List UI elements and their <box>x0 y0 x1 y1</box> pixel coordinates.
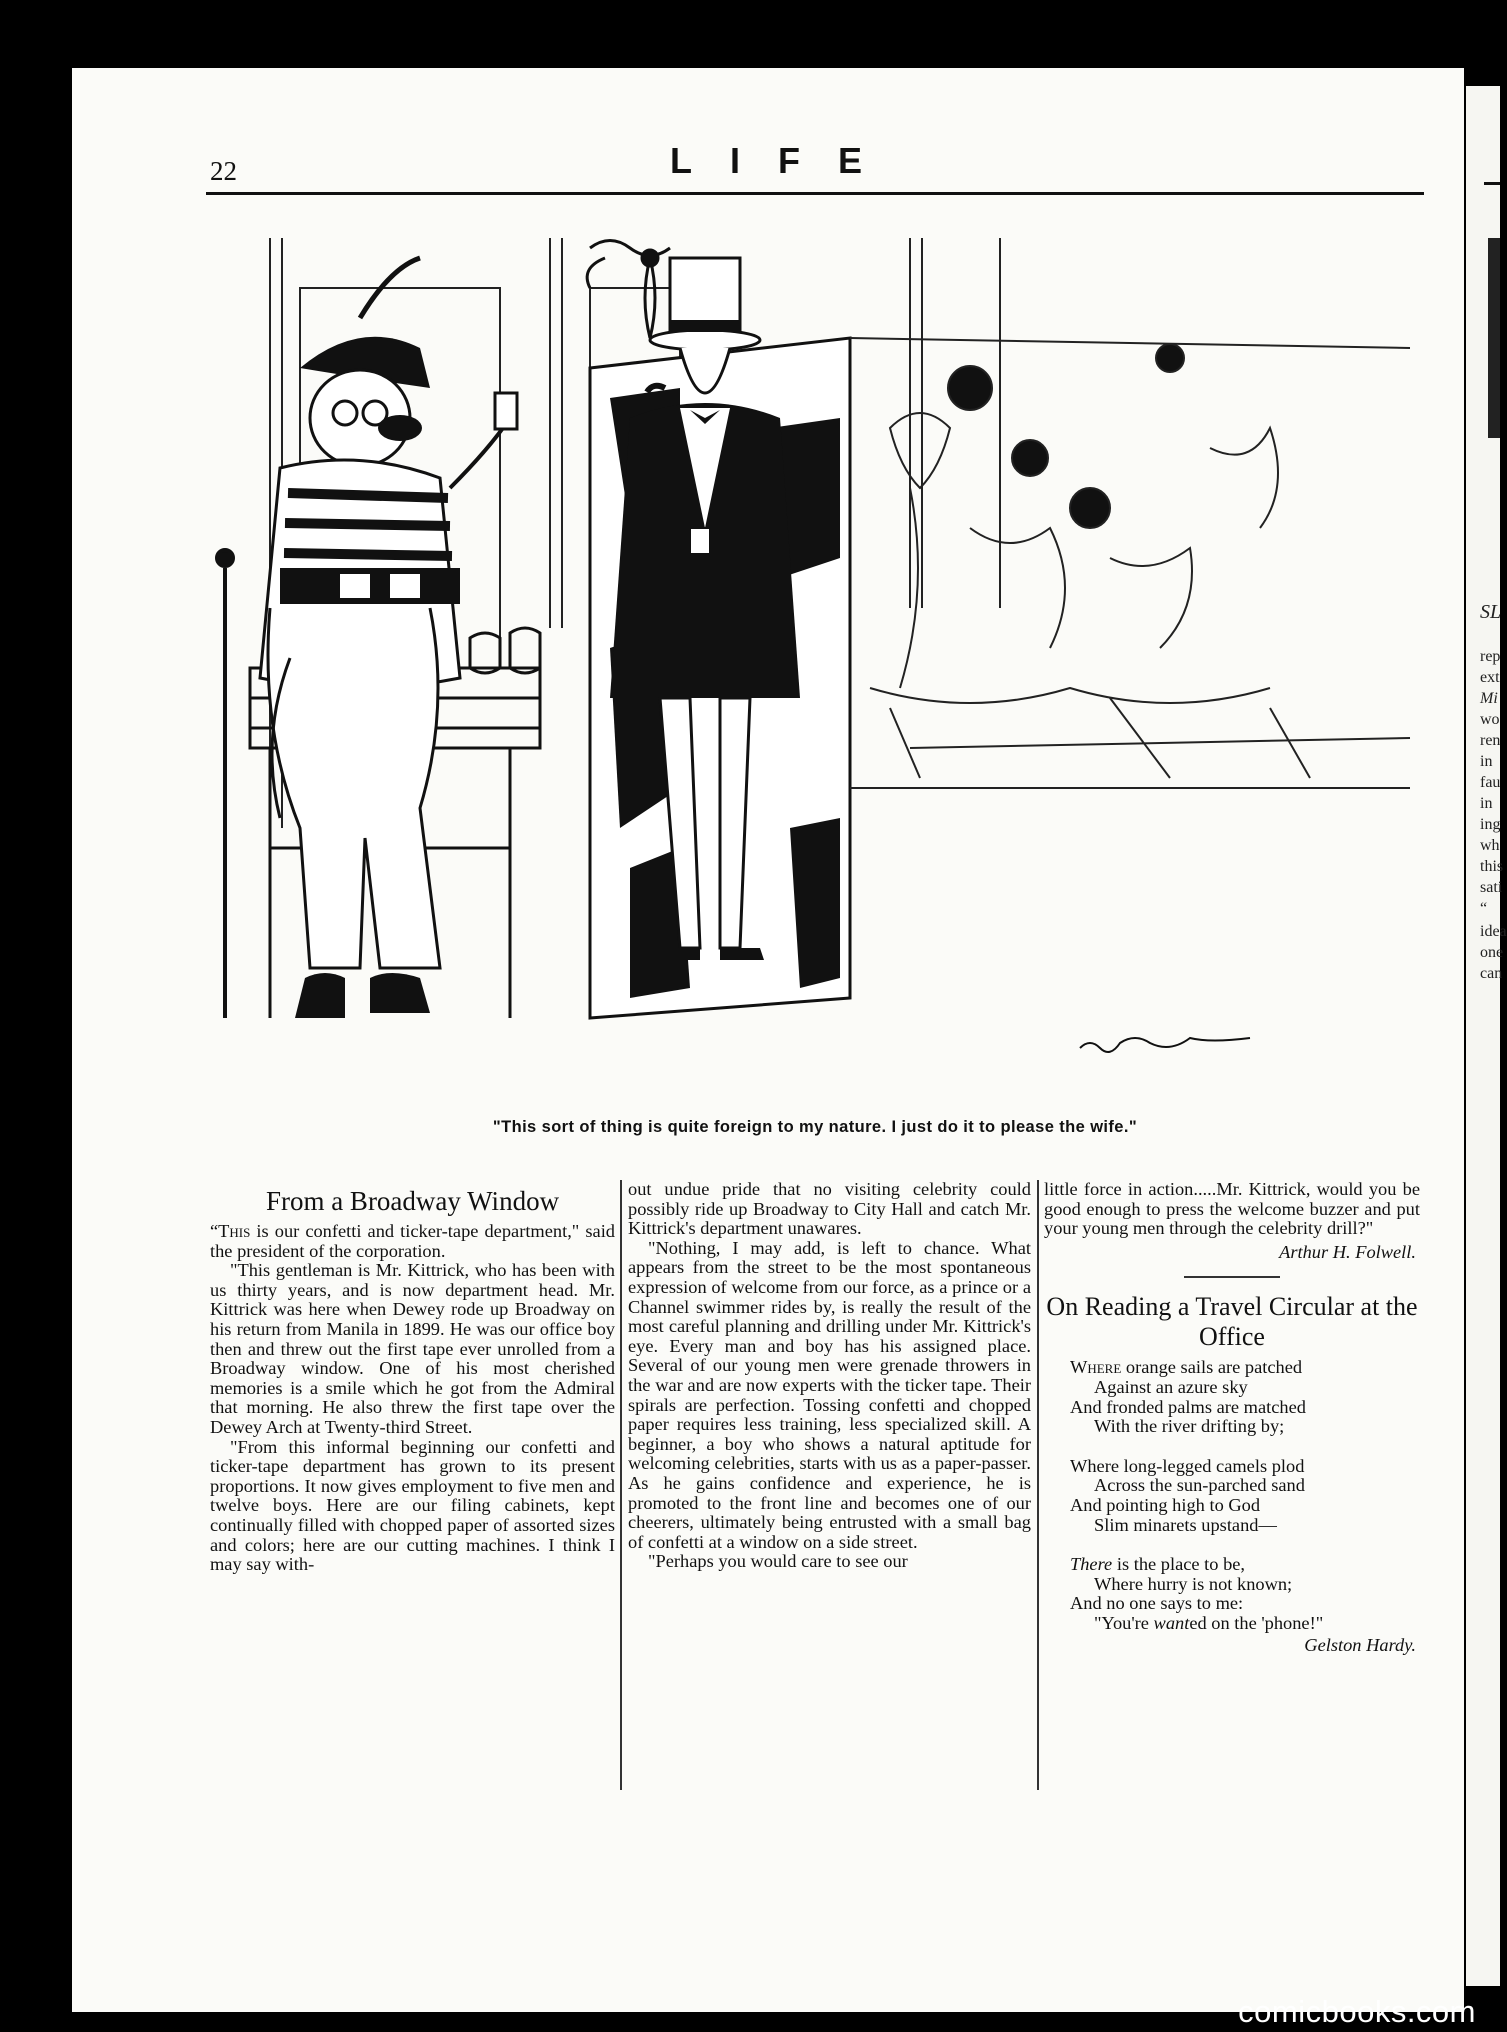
header-rule <box>206 192 1424 195</box>
strip-fragment: one <box>1480 944 1504 961</box>
strip-fragment: Mi <box>1480 690 1498 707</box>
poem-line-text: "You're <box>1094 1612 1154 1633</box>
cartoon-caption: "This sort of thing is quite foreign to my nature. I just do it to please the wife." <box>492 1118 1138 1136</box>
article-paragraph: out undue pride that no visiting celebrity could possibly ride up Broadway to City Hall and catch Mr. Kittrick's department unawares. <box>628 1179 1031 1239</box>
adjacent-page-strip <box>1466 86 1507 1986</box>
paragraph-text: is our confetti and ticker-tape department," said the president of the corporation. <box>210 1221 615 1261</box>
poem-title: On Reading a Travel Circular at the Office <box>1046 1292 1418 1352</box>
section-divider <box>1184 1276 1280 1278</box>
article-paragraph: "Nothing, I may add, is left to chance. What appears from the street to be the most spontaneous expression of welcome from our force, as a prince or a Channel swimmer rides by, is really the result of the most careful planning and drilling under Mr. Kittrick's eye. Every man and boy has his assigned place. Several of our young men were grenade throwers in the war and are now experts with the ticker tape. Their spirals are perfection. Tossing confetti and chopped paper requires less training, less specialized skill. A beginner, a boy who shows a natural aptitude for welcoming celebrities, starts with us as a paper-passer. As he gains confidence and experience, he is promoted to the front line and becomes one of our cheerers, ultimately being entrusted with a small bag of confetti at a window on a side street. <box>628 1237 1031 1552</box>
article-paragraph: "From this informal beginning our confetti and ticker-tape department has grown to its present proportions. It now gives employment to five men and twelve boys. Here are our filing cabinets, kept continually filled with chopped paper of assorted sizes and colors; here are our cutting machines. I think I may say with- <box>210 1436 615 1575</box>
strip-fragment: can <box>1480 965 1503 982</box>
strip-fragment: in <box>1480 753 1493 770</box>
strip-fragment: ren <box>1480 732 1501 749</box>
drop-word: Where <box>1070 1357 1122 1378</box>
article-column-1 <box>210 1180 615 1575</box>
strip-fragment: in <box>1480 795 1493 812</box>
strip-fragment: SL <box>1480 601 1502 623</box>
poem-line <box>1070 1358 1420 1378</box>
article-paragraph: “This is our confetti and ticker-tape department," said the president of the corporation. <box>210 1221 615 1261</box>
article-paragraph: "This gentleman is Mr. Kittrick, who has been with us thirty years, and is now department head. Mr. Kittrick was here when Dewey rode up Broadway on his return from Manila in 1899. He was our office boy then and threw out the first tape ever unrolled from a Broadway window. One of his most cherished memories is a smile which he got from the Admiral that morning. He also threw the first tape over the Dewey Arch at Twenty-third Street. <box>210 1260 615 1437</box>
article-title: From a Broadway Window <box>265 1186 560 1216</box>
poem-line <box>1070 1614 1420 1634</box>
poem-line-text: orange sails are patched <box>1121 1357 1303 1378</box>
article-column-2 <box>628 1180 1031 1572</box>
page-number: 22 <box>210 156 237 186</box>
poem-line: Across the sun-parched sand <box>1094 1475 1305 1496</box>
poem-line <box>1070 1555 1420 1575</box>
poem-author: Gelston Hardy. <box>1304 1634 1416 1655</box>
poem-body <box>1044 1358 1420 1633</box>
poem-line-text: ed on the 'phone!" <box>1189 1612 1324 1633</box>
poem-line: Where long-legged camels plod <box>1070 1455 1305 1476</box>
article-columns <box>210 1180 1420 1790</box>
poem-line: And no one says to me: <box>1070 1593 1244 1614</box>
column-divider <box>1037 1180 1039 1790</box>
article-paragraph: little force in action.....Mr. Kittrick, would you be good enough to press the welcome buzzer and put your young men through the celebrity drill?" <box>1044 1179 1420 1239</box>
strip-fragment: fau <box>1480 774 1501 791</box>
poem-line: Slim minarets upstand— <box>1094 1514 1277 1535</box>
emphasized-word: There <box>1070 1554 1113 1575</box>
poem-line: Against an azure sky <box>1094 1376 1248 1397</box>
magazine-title: LIFE <box>670 140 900 181</box>
poem-line: Where hurry is not known; <box>1094 1573 1293 1594</box>
article-paragraph: "Perhaps you would care to see our <box>648 1551 908 1572</box>
page-header <box>140 88 1430 184</box>
article-column-3 <box>1044 1180 1420 1655</box>
strip-fragment: this <box>1480 858 1504 875</box>
poem-line: And fronded palms are matched <box>1070 1396 1306 1417</box>
poem-line: With the river drifting by; <box>1094 1416 1285 1437</box>
strip-fragment: ing <box>1480 816 1501 833</box>
window-crowd-scene <box>850 338 1410 788</box>
strip-fragment: wo <box>1480 711 1500 728</box>
emphasized-word: want <box>1153 1612 1190 1633</box>
strip-fragment: ext <box>1480 669 1500 686</box>
column-divider <box>620 1180 622 1790</box>
site-watermark: comicbooks.com <box>1238 1994 1476 2029</box>
strip-fragment: sati <box>1480 879 1503 896</box>
strip-fragment: wh <box>1480 837 1500 854</box>
costumed-man-figure <box>260 258 517 1018</box>
strip-fragment: idea <box>1480 923 1507 940</box>
strip-fragment: rep <box>1480 648 1501 665</box>
artist-signature <box>1080 1038 1250 1052</box>
article-author: Arthur H. Folwell. <box>1279 1241 1416 1262</box>
poem-line: And pointing high to God <box>1070 1494 1261 1515</box>
cartoon-illustration <box>210 228 1420 1128</box>
drop-word: This <box>218 1221 251 1241</box>
poem-line-text: is the place to be, <box>1116 1554 1246 1575</box>
strip-fragment: “ <box>1480 900 1488 917</box>
